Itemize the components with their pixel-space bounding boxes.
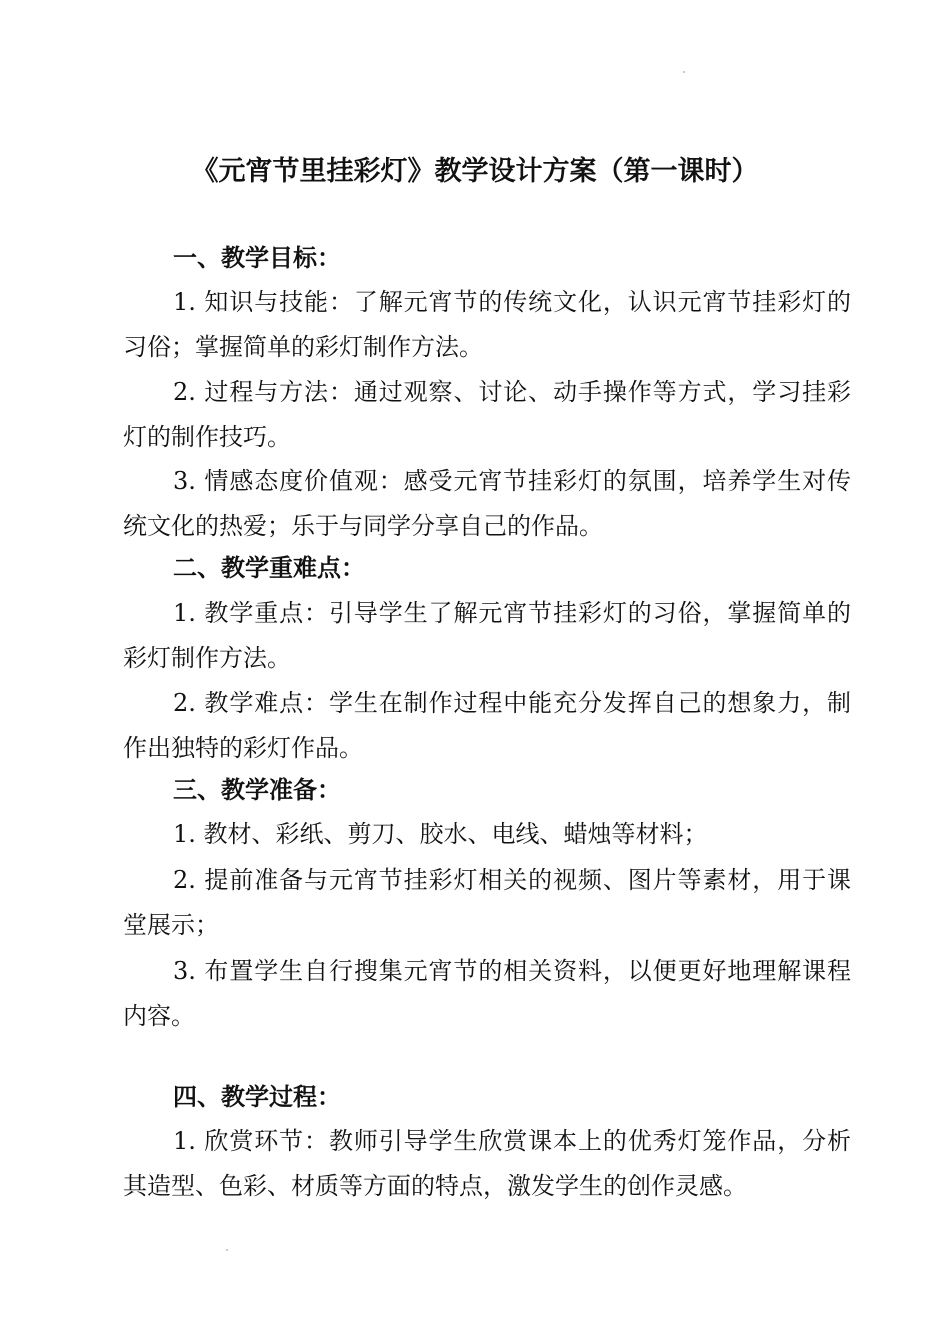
preparation-research: 3. 布置学生自行搜集元宵节的相关资料，以便更好地理解课程内容。 xyxy=(123,957,851,1030)
key-point-focus: 1. 教学重点：引导学生了解元宵节挂彩灯的习俗，掌握简单的彩灯制作方法。 xyxy=(123,599,851,672)
section-heading-objectives: 一、教学目标： xyxy=(173,243,341,272)
page-corner-mark xyxy=(683,71,685,73)
key-point-difficulty: 2. 教学难点：学生在制作过程中能充分发挥自己的想象力，制作出独特的彩灯作品。 xyxy=(123,689,851,762)
section-heading-preparation: 三、教学准备： xyxy=(173,775,341,804)
objective-knowledge-skills: 1. 知识与技能：了解元宵节的传统文化，认识元宵节挂彩灯的习俗；掌握简单的彩灯制作方法。 xyxy=(123,288,851,361)
preparation-media: 2. 提前准备与元宵节挂彩灯相关的视频、图片等素材，用于课堂展示； xyxy=(123,866,851,939)
process-appreciation: 1. 欣赏环节：教师引导学生欣赏课本上的优秀灯笼作品，分析其造型、色彩、材质等方面的特点，激发学生的创作灵感。 xyxy=(123,1127,851,1200)
section-heading-process: 四、教学过程： xyxy=(173,1082,341,1111)
preparation-materials: 1. 教材、彩纸、剪刀、胶水、电线、蜡烛等材料； xyxy=(173,820,708,848)
section-heading-key-points: 二、教学重难点： xyxy=(173,553,365,582)
objective-process-methods: 2. 过程与方法：通过观察、讨论、动手操作等方式，学习挂彩灯的制作技巧。 xyxy=(123,378,851,451)
page-bottom-mark xyxy=(226,1249,228,1251)
objective-attitude-values: 3. 情感态度价值观：感受元宵节挂彩灯的氛围，培养学生对传统文化的热爱；乐于与同学分享自己的作品。 xyxy=(123,467,851,540)
document-title: 《元宵节里挂彩灯》教学设计方案（第一课时） xyxy=(191,156,759,187)
